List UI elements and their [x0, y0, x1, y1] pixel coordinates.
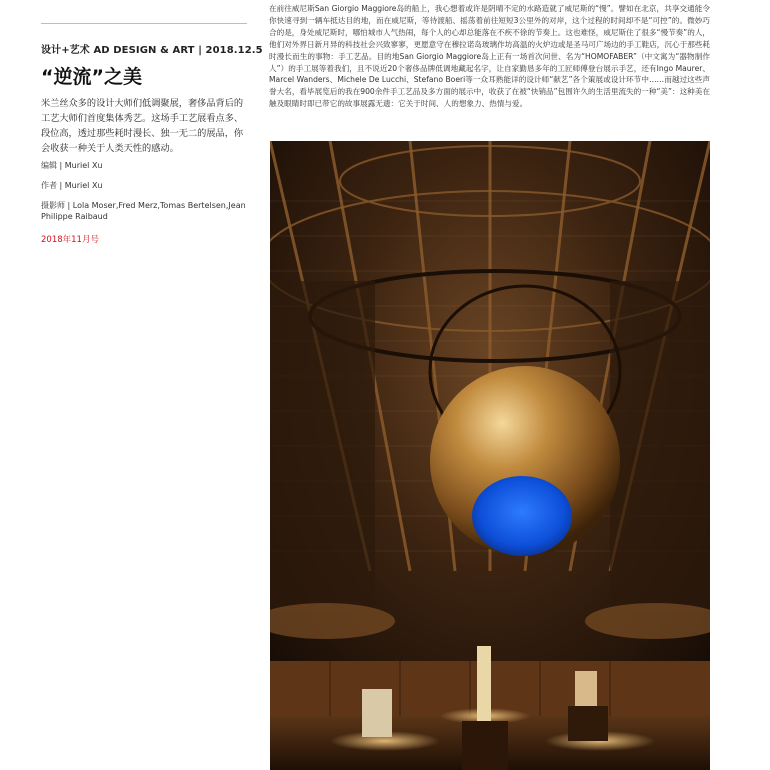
editor-credit: 编辑 | Muriel Xu	[41, 161, 103, 170]
author-credit: 作者 | Muriel Xu	[41, 181, 103, 190]
top-rule	[41, 23, 247, 24]
exhibition-hall-photo	[270, 141, 710, 770]
article-lede: 米兰丝众多的设计大师们低调聚展，奢侈品背后的工艺大师们首度集体秀艺。这场手工艺展看点多、段位高，透过那些耗时漫长、独一无二的展品，你会收获一种关于人类天性的感动。	[41, 98, 244, 154]
article-body: 在前往威尼斯San Giorgio Maggiore岛的船上，我心想着或许是阴晴不定的水路造就了威尼斯的“慢”。譬如在北京，共享交通能令你快速寻到一辆车抵达目的地，而在威尼斯，等待渡船、摇荡着前往短短3公里外的对岸，这个过程的时间却不是“可控”的。微妙巧合的是，身处威尼斯时，哪怕城市人气热闹，每个人的心却总能落在不疾不徐的节奏上。这也难怪，威尼斯住了很多“慢节奏”的人，他们对外界日新月异的科技社会兴致寥寥，更愿意守在穆拉诺岛玻璃作坊高温的火炉边或是圣马可广场边的手工鞋店，沉心于那些耗时漫长而生的事物：手工艺品。目的地San Giorgio Maggiore岛上正有一场首次问世、名为“HOMOFABER”（中文寓为“器物制作人”）的手工展等着我们，且不说近20个奢侈品牌低调地藏起名字，让自家勤恳多年的工匠师傅登台展示手艺，还有Ingo Maurer、Marcel Wanders、Michele De Lucchi、Stefano Boeri等一众耳熟能详的设计师“献艺”各个策展或设计环节中……而越过这些声誉大名，看毕展览后的我在900余件手工艺品及多方面的展示中，收获了在被“快销品”包围许久的生活里流失的一种“美”：这种美在触及眼睛时即已带它的故事展露无遗：它关于时间、人的想象力、热情与爱。	[269, 4, 711, 109]
photographer-credit: 摄影师 | Lola Moser,Fred Merz,Tomas Bertelsen,Jean Philippe Raibaud	[41, 201, 246, 221]
page-title: “逆流”之美	[41, 66, 142, 88]
category-line: 设计+艺术 AD DESIGN & ART | 2018.12.5	[41, 45, 263, 56]
issue-link[interactable]: 2018年11月号	[41, 235, 99, 245]
